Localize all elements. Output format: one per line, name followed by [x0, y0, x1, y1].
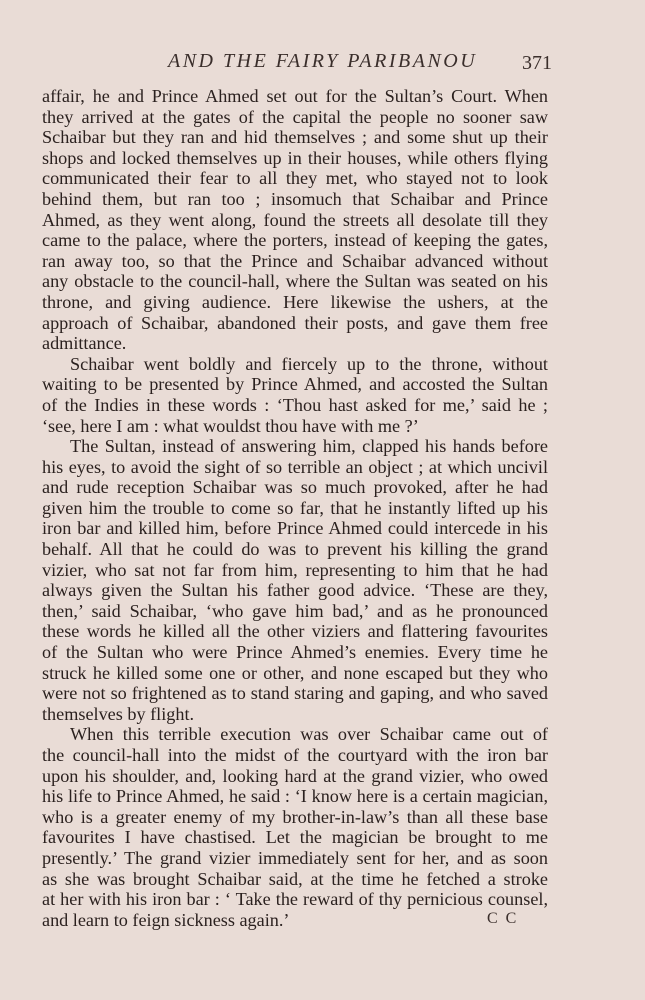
page-header	[0, 50, 645, 80]
text-line: and rude reception Schaibar was so much provoked, after he had	[42, 477, 548, 498]
text-line: favourites I have chastised. Let the magician be brought to me	[42, 827, 548, 848]
text-line: iron bar and killed him, before Prince Ahmed could intercede in his	[42, 518, 548, 539]
text-line: then,’ said Schaibar, ‘who gave him bad,’ and as he pronounced	[42, 600, 548, 621]
text-line: approach of Schaibar, abandoned their posts, and gave them free	[42, 312, 548, 333]
page-number: 371	[522, 52, 552, 74]
text-line: themselves by flight.	[42, 703, 195, 724]
text-line: The Sultan, instead of answering him, clapped his hands before	[70, 436, 548, 457]
text-line: upon his shoulder, and, looking hard at the grand vizier, who owed	[42, 765, 548, 786]
text-line: Ahmed, as they went along, found the streets all desolate till they	[42, 209, 548, 230]
text-line: communicated their fear to all they met, who stayed not to look	[42, 168, 548, 189]
text-line: any obstacle to the council-hall, where the Sultan was seated on his	[42, 271, 548, 292]
text-line: Schaibar but they ran and hid themselves ; and some shut up their	[42, 127, 548, 148]
text-line: vizier, who sat not far from him, representing to him that he had	[42, 559, 548, 580]
text-line: they arrived at the gates of the capital the people no sooner saw	[42, 106, 548, 127]
text-line: affair, he and Prince Ahmed set out for the Sultan’s Court. When	[42, 86, 548, 106]
text-line: as she was brought Schaibar said, at the time he fetched a stroke	[42, 868, 548, 889]
text-line: of the Sultan who were Prince Ahmed’s enemies. Every time he	[42, 642, 548, 663]
signature-mark: C C	[487, 910, 519, 927]
running-title: AND THE FAIRY PARIBANOU	[168, 50, 478, 72]
text-line: throne, and giving audience. Here likewise the ushers, at the	[42, 291, 548, 312]
text-line: waiting to be presented by Prince Ahmed, and accosted the Sultan	[42, 374, 548, 395]
text-line: behind them, but ran too ; insomuch that Schaibar and Prince	[42, 188, 548, 209]
text-line: ‘see, here I am : what wouldst thou have with me ?’	[42, 415, 419, 436]
text-line: shops and locked themselves up in their houses, while others flying	[42, 147, 548, 168]
text-line: presently.’ The grand vizier immediately sent for her, and as soon	[42, 847, 548, 868]
text-line: behalf. All that he could do was to prevent his killing the grand	[42, 539, 548, 560]
text-line: Schaibar went boldly and fiercely up to the throne, without	[70, 353, 548, 374]
text-line: who is a greater enemy of my brother-in-law’s than all these base	[42, 806, 548, 827]
text-line: ran away too, so that the Prince and Schaibar advanced without	[42, 250, 548, 271]
text-line: admittance.	[42, 333, 127, 354]
text-line: came to the palace, where the porters, instead of keeping the gates,	[42, 230, 548, 251]
body-text	[42, 86, 548, 930]
text-line: these words he killed all the other viziers and flattering favourites	[42, 621, 548, 642]
text-line: given him the trouble to come so far, that he instantly lifted up his	[42, 497, 548, 518]
text-line: always given the Sultan his father good advice. ‘These are they,	[42, 580, 548, 601]
text-line: When this terrible execution was over Schaibar came out of	[70, 724, 548, 745]
text-line: at her with his iron bar : ‘ Take the reward of thy pernicious counsel,	[42, 889, 548, 910]
text-line: his eyes, to avoid the sight of so terrible an object ; at which uncivil	[42, 456, 548, 477]
text-line: of the Indies in these words : ‘Thou hast asked for me,’ said he ;	[42, 394, 548, 415]
text-line: his life to Prince Ahmed, he said : ‘I know here is a certain magician,	[42, 786, 548, 807]
text-line: the council-hall into the midst of the courtyard with the iron bar	[42, 745, 548, 765]
text-line: struck he killed some one or other, and none escaped but they who	[42, 662, 548, 683]
text-line: were not so frightened as to stand staring and gaping, and who saved	[42, 683, 548, 704]
text-line: and learn to feign sickness again.’	[42, 909, 290, 930]
